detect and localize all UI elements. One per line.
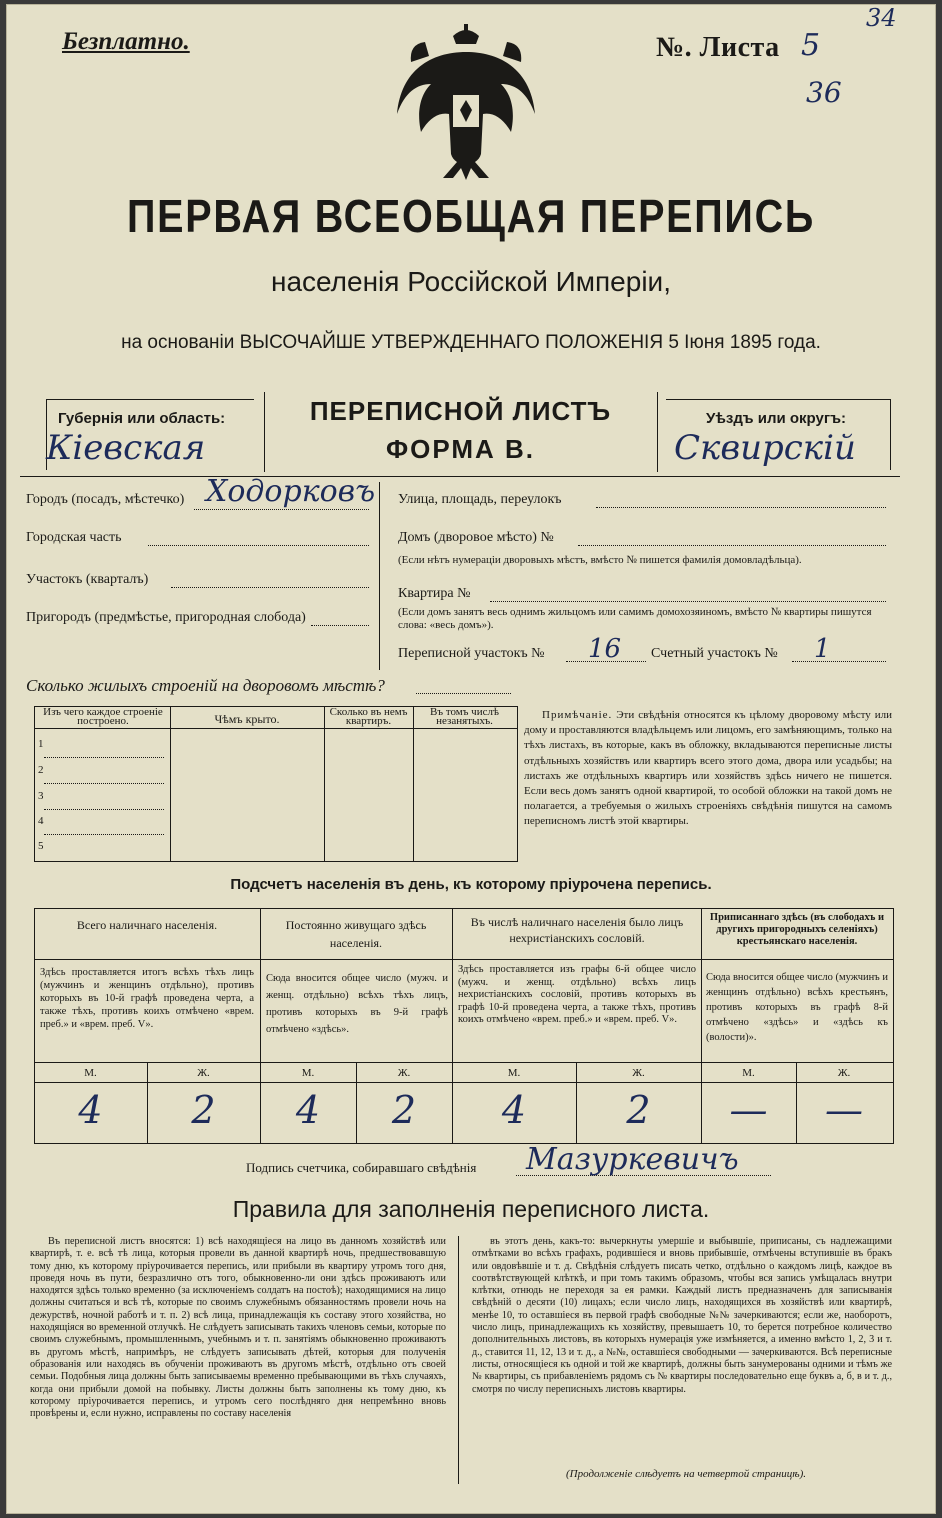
dom-label: Домъ (дворовое мѣсто) №: [398, 530, 554, 545]
rules-left-column: [30, 1236, 446, 1488]
buildings-header-apartments: Сколько въ немъ квартиръ.: [329, 706, 408, 727]
count-col3-m-value: 4: [501, 1088, 527, 1132]
count-col3-m-label: М.: [507, 1067, 521, 1079]
form-name: ФОРМА В.: [385, 434, 536, 464]
count-col4-zh-value: —: [825, 1088, 863, 1132]
buildings-table: [34, 706, 518, 862]
gubernia-value: Кіевская: [46, 428, 206, 468]
uchastok-line: [171, 586, 369, 588]
perepisnoy-value: 16: [588, 634, 622, 664]
ulitsa-label: Улица, площадь, переулокъ: [398, 492, 562, 507]
buildings-note-title: Примѣчаніе.: [542, 709, 613, 721]
gubernia-label: Губернія или область:: [58, 410, 226, 427]
gorod-label: Городъ (посадъ, мѣстечко): [26, 492, 185, 507]
buildings-row-1: 1: [38, 738, 44, 750]
kvartira-line: [490, 600, 886, 602]
count-col2-head: Постоянно живущаго здѣсь населенія.: [285, 918, 427, 950]
count-col1-m-label: М.: [84, 1067, 97, 1079]
count-col4-m-value: —: [729, 1088, 768, 1132]
buildings-header-material: Изъ чего каждое строеніе построено.: [43, 706, 163, 727]
kvartira-label: Квартира №: [398, 586, 471, 601]
buildings-row-5: 5: [38, 840, 44, 852]
count-col4-zh-label: Ж.: [837, 1067, 851, 1079]
buildings-header-roof: Чѣмъ крыто.: [214, 712, 280, 726]
count-col2-m-value: 4: [295, 1088, 321, 1132]
gorod-chast-line: [148, 544, 369, 546]
sheet-number-handwritten: 5: [801, 28, 821, 63]
corner-number-handwritten: 34: [866, 4, 897, 32]
buildings-row-3: 3: [38, 790, 44, 802]
free-label: Безплатно.: [62, 28, 190, 55]
count-col3-zh-value: 2: [626, 1088, 651, 1132]
sheet-number-handwritten-alt: 36: [806, 76, 842, 109]
dom-note: (Если нѣтъ нумераціи дворовыхъ мѣстъ, вмѣсто № пишется фамилія домовладѣльца).: [398, 554, 802, 566]
page-subtitle: населенія Россійской Имперіи,: [271, 266, 671, 297]
page-title: ПЕРВАЯ ВСЕОБЩАЯ ПЕРЕПИСЬ: [126, 190, 816, 242]
prigorod-line: [311, 624, 369, 626]
uezd-value: Сквирскій: [674, 428, 856, 468]
count-col1-zh-value: 2: [191, 1088, 216, 1132]
rules-divider: [458, 1236, 459, 1484]
dom-line: [578, 544, 886, 546]
address-divider: [379, 482, 380, 670]
count-col2-desc: Сюда вносится общее число (мужч. и женщ. отдѣльно) всѣхъ тѣхъ лицъ, противъ которыхъ въ 9-й графѣ отмѣчено «здѣсь».: [266, 973, 448, 1035]
rules-right-text: въ этотъ день, какъ-то: вычеркнуты умершіе и выбывшіе, приписаны, съ надлежащими отмѣтками во всѣхъ графахъ, родившіеся и вновь прибывшіе, отмѣчены вступившіе въ бракъ или овдовѣвшіе и т. д. Свѣдѣнія слѣдуетъ писать четко, отдѣльно о каждомъ лицѣ, каждое въ соотвѣтствующей клѣткѣ, и при томъ такимъ образомъ, чтобы вся запись умѣщалась внутри клѣтки, отнюдь не переходя за ея рамки. Каждый листъ предназначенъ для записыванія свѣдѣній о десяти (10) лицахъ; если число лицъ, находящихся въ хозяйствѣ или квартирѣ, менѣе 10, то оставшіеся въ первой графѣ свободные №№ зачеркиваются; если же, наоборотъ, число лицъ, принадлежащихъ къ хозяйству, превышаетъ 10, то берется потребное количество дополнительныхъ листовъ, въ которыхъ нумерація уже измѣняется, а именно вмѣсто 1, 2, 3 и т. д., ставится 11, 12, 13 и т. д., а №№, оставшіеся свободными — зачеркиваются. Всѣ переписные листы, относящіеся къ одной и той же квартирѣ, должны быть занумерованы одними и тѣмъ же № квартиры, съ прибавленіемъ рядомъ съ № квартиры последовательно еще буквъ а, б, в и т. д., смотря по числу переписныхъ листовъ квартиры.: [472, 1236, 892, 1395]
count-col3-desc: Здѣсь проставляется изъ графы 6-й общее число (мужч. и женщ. отдѣльно) всѣхъ лицъ нехристіанскихъ сословій, противъ которыхъ въ графѣ 10-й проведена черта, а также тѣхъ, противъ коихъ отмѣчено «врем. преб.» и «врем. преб. V».: [458, 964, 696, 1025]
count-col4-desc: Сюда вносится общее число (мужчинъ и женщинъ отдѣльно) всѣхъ крестьянъ, противъ которыхъ въ графѣ 8-й отмѣчено «здѣсь» и «здѣсь къ (волости)».: [706, 972, 888, 1043]
divider: [20, 476, 900, 477]
count-col2-zh-label: Ж.: [397, 1067, 411, 1079]
count-col3-head: Въ числѣ наличнаго населенія было лицъ нехристіанскихъ сословій.: [470, 915, 684, 945]
count-title: Подсчетъ населенія въ день, къ которому пріурочена перепись.: [230, 876, 712, 893]
count-col1-head: Всего наличнаго населенія.: [76, 918, 218, 932]
buildings-note-text: Эти свѣдѣнія относятся къ цѣлому дворовому мѣсту или дому и проставляются владѣльцемъ или лицомъ, его замѣняющимъ, только на тѣхъ листахъ, въ которые, какъ въ обложку, вкладываются переписные листы отдѣльныхъ хозяйствъ или квартиръ всего этого дома, двора или усадьбы; на листахъ же отдѣльныхъ квартиръ или хозяйствъ здѣсь ничего не пишется. Если весь домъ занятъ одной квартирой, то особой обложки на такой домъ не полагается, а требуемыя о жилыхъ строеніяхъ свѣдѣнія пишутся на самомъ переписномъ листѣ этой квартиры.: [524, 709, 893, 828]
signature-value: Мазуркевичъ: [526, 1142, 739, 1177]
perepisnoy-label: Переписной участокъ №: [398, 646, 545, 661]
gorod-value: Ходорковъ: [206, 474, 376, 509]
rules-title: Правила для заполненія переписного листа.: [232, 1196, 710, 1222]
buildings-row-2: 2: [38, 764, 44, 776]
sheet-number-label: №. Листа: [656, 32, 780, 63]
form-title: ПЕРЕПИСНОЙ ЛИСТЪ: [309, 396, 612, 426]
buildings-row-4: 4: [38, 815, 44, 827]
legal-basis-line: на основаніи ВЫСОЧАЙШЕ УТВЕРЖДЕННАГО ПОЛОЖЕНІЯ 5 Іюня 1895 года.: [121, 332, 821, 353]
buildings-question: Сколько жилыхъ строеній на дворовомъ мѣстѣ?: [26, 676, 385, 695]
schetny-line: [792, 660, 886, 662]
rules-continuation: (Продолженіе слѣдуетъ на четвертой страницѣ).: [566, 1468, 806, 1480]
prigorod-label: Пригородъ (предмѣстье, пригородная слобода): [26, 610, 306, 625]
kvartira-note: (Если домъ занятъ весь однимъ жильцомъ или самимъ домохозяиномъ, вмѣсто № квартиры пишутся слова: «весь домъ»).: [398, 606, 872, 631]
census-form-sheet: [6, 4, 936, 1514]
count-col1-m-value: 4: [78, 1088, 103, 1132]
count-col1-zh-label: Ж.: [197, 1067, 210, 1079]
rules-right-column: [472, 1236, 892, 1462]
buildings-header-vacant: Въ томъ числѣ незанятыхъ.: [430, 706, 499, 727]
count-col3-zh-label: Ж.: [632, 1067, 645, 1079]
count-col2-zh-value: 2: [391, 1088, 417, 1132]
count-col4-m-label: М.: [742, 1067, 755, 1079]
signature-label: Подпись счетчика, собиравшаго свѣдѣнія: [246, 1160, 477, 1175]
buildings-question-line: [416, 692, 511, 694]
ulitsa-line: [596, 506, 886, 508]
count-col4-head: Приписаннаго здѣсь (въ слободахъ и другихъ пригородныхъ селеніяхъ) крестьянскаго населенія.: [709, 912, 885, 947]
buildings-note: [524, 708, 892, 830]
count-col1-desc: Здѣсь проставляется итогъ всѣхъ тѣхъ лицъ (мужчинъ и женщинъ отдѣльно), противъ которыхъ въ 10-й графѣ проведена черта, а также тѣхъ, противъ коихъ отмѣчено «врем. преб.» и «врем. преб. V».: [40, 967, 254, 1030]
count-col2-m-label: М.: [301, 1067, 315, 1079]
imperial-eagle-emblem: [391, 22, 541, 182]
schetny-value: 1: [814, 634, 831, 664]
schetny-label: Счетный участокъ №: [651, 646, 778, 661]
gorod-chast-label: Городская часть: [26, 530, 122, 545]
rules-left-text: Въ переписной листъ вносятся: 1) всѣ находящіеся на лицо въ данномъ хозяйствѣ или квартирѣ, т. е. всѣ тѣ лица, которыя провели въ данной квартирѣ ночь, предшествовавшую тому дню, къ которому пріурочивается перепись, или прибыли въ квартиру утромъ того дня, проведя ночь въ пути, безразлично отъ того, обыкновенно-ли они здѣсь проживаютъ или находятся здѣсь только временно (за исключеніемъ солдатъ на постоѣ); находящимися на лицо должны считаться и всѣ тѣ, которые по своимъ служебнымъ обязанностямъ провели ночь на дежурствѣ, ночной работѣ и т. п. 2) всѣ лица, принадлежащія къ составу этого хозяйства, но находящіяся во временной отлучкѣ. Не слѣдуетъ записывать такихъ членовъ семьи, которые по своимъ служебнымъ, промышленнымъ, учебнымъ и т. п. занятіямъ обыкновенно проживаютъ въ другомъ мѣстѣ, напримѣръ, не слѣдуетъ записывать дѣтей, которыя для полученія образованія или находясь въ обученіи проживаютъ въ другомъ мѣстѣ, отдѣльно отъ своей семьи. Подобныя лица должны быть записываемы временно пребывающими въ тѣхъ случаяхъ, когда они прибыли домой на побывку. Листы должны быть заполнены къ тому дню, къ которому пріурочивается перепись, и утромъ сего послѣдняго дня непремѣнно вновь провѣрены и, если нужно, исправлены по составу населенія: [30, 1236, 446, 1420]
uezd-label: Уѣздъ или округъ:: [706, 410, 847, 427]
uchastok-label: Участокъ (кварталъ): [26, 572, 149, 587]
